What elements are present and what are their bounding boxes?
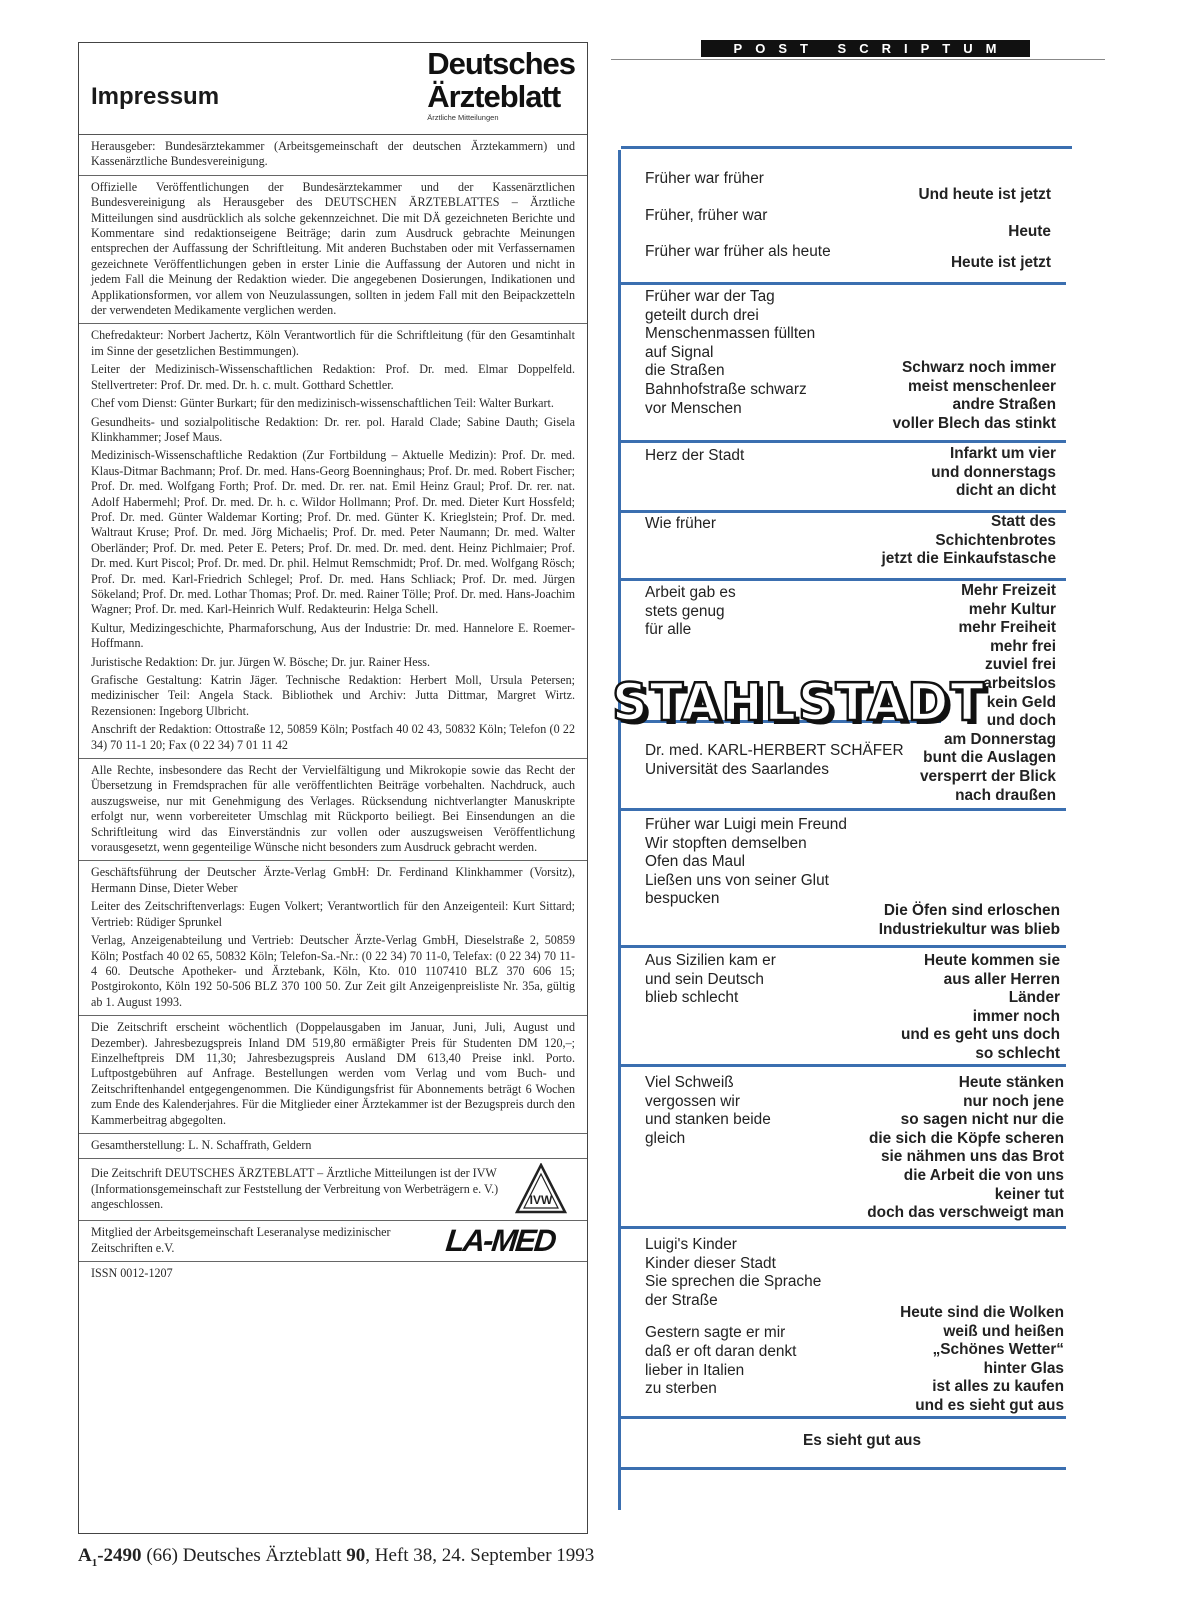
poem-line: Menschenmassen füllten bbox=[645, 325, 816, 343]
poem-line: Ofen das Maul bbox=[645, 853, 746, 871]
poem-line: Arbeit gab es bbox=[645, 584, 736, 601]
lamed-text: Mitglied der Arbeitsgemeinschaft Leseranalyse medizinischer Zeitschriften e.V. bbox=[91, 1225, 391, 1255]
poem-line: Heute kommen sie bbox=[924, 952, 1060, 969]
section-divider bbox=[621, 1416, 1066, 1419]
footer-date: , Heft 38, 24. September 1993 bbox=[365, 1545, 595, 1566]
herstellung-text: Gesamtherstellung: L. N. Schaffrath, Geldern bbox=[91, 1137, 312, 1152]
poem-line: Wie früher bbox=[645, 515, 716, 532]
poem-line: und es sieht gut aus bbox=[915, 1396, 1064, 1414]
section-divider bbox=[621, 282, 1066, 285]
poem-line: Heute bbox=[1008, 222, 1051, 240]
poem-line: für alle bbox=[645, 621, 692, 639]
herausgeber-text: Herausgeber: Bundesärztekammer (Arbeitsgemeinschaft der deutschen Ärztekammern) und Kassenärztliche Bundesvereinigung. bbox=[91, 139, 575, 169]
redaktion-juristisch: Juristische Redaktion: Dr. jur. Jürgen W. Bösche; Dr. jur. Rainer Hess. bbox=[91, 654, 431, 669]
poem-line: Früher war früher als heute bbox=[645, 243, 831, 261]
stanza-1-right bbox=[918, 186, 1051, 273]
poem-line: zu sterben bbox=[645, 1380, 717, 1398]
section-herausgeber bbox=[79, 135, 587, 176]
stanza-8-left bbox=[645, 1074, 771, 1148]
poem-line: Statt des bbox=[991, 513, 1056, 530]
ivw-logo-text: IVW bbox=[529, 1193, 553, 1208]
poem-line: und sein Deutsch bbox=[645, 970, 764, 988]
impressum-box bbox=[78, 42, 588, 1534]
poem-line: ist alles zu kaufen bbox=[932, 1378, 1064, 1396]
poem-line: doch das verschweigt man bbox=[867, 1204, 1064, 1222]
poem-line: Schwarz noch immer bbox=[902, 359, 1056, 376]
stanza-7-right bbox=[901, 952, 1060, 1064]
author-affiliation: Universität des Saarlandes bbox=[645, 760, 829, 778]
stanza-2-right bbox=[893, 359, 1056, 433]
poem-line: nach draußen bbox=[955, 786, 1056, 804]
stanza-5-left bbox=[645, 584, 736, 640]
lamed-logo: LA-MED bbox=[444, 1223, 557, 1259]
poem-line: mehr frei bbox=[990, 637, 1056, 655]
poem-line: Früher war Luigi mein Freund bbox=[645, 816, 847, 833]
poem-line: geteilt durch drei bbox=[645, 306, 759, 324]
section-divider bbox=[621, 1226, 1066, 1229]
section-lamed bbox=[79, 1221, 587, 1262]
poem-line: Heute ist jetzt bbox=[950, 254, 1051, 272]
stanza-6-right bbox=[879, 902, 1060, 939]
poem-line: Luigi's Kinder bbox=[645, 1236, 737, 1253]
poem-line: immer noch bbox=[972, 1007, 1060, 1025]
poem-line: auf Signal bbox=[645, 343, 714, 361]
stanza-1-left bbox=[645, 170, 831, 262]
stanza-7-left bbox=[645, 952, 776, 1008]
stanza-3-left bbox=[645, 447, 744, 466]
redaktion-grafik: Grafische Gestaltung: Katrin Jäger. Technische Redaktion: Herbert Moll, Ursula Petersen; medizinischer Teil: Angela Stack. Bibliothek und Archiv: Jutta Dittmar, Margret Wirtz. Rezensionen: Ingeborg Ulbricht. bbox=[91, 673, 575, 718]
poem-line: und doch bbox=[986, 712, 1056, 730]
post-scriptum-rule bbox=[611, 59, 1105, 60]
section-divider bbox=[621, 1064, 1066, 1067]
redaktion-chef-vom-dienst: Chef vom Dienst: Günter Burkart; für den medizinisch-wissenschaftlichen Teil: Walter Burkart. bbox=[91, 396, 554, 411]
poem-line: voller Blech das stinkt bbox=[892, 414, 1056, 432]
poem-line: sie nähmen uns das Brot bbox=[880, 1148, 1064, 1166]
footer-page-sub: 1 bbox=[91, 1556, 98, 1569]
poem-line: Aus Sizilien kam er bbox=[645, 952, 776, 969]
erscheinen-text: Die Zeitschrift erscheint wöchentlich (Doppelausgaben im Januar, Juni, Juli, August und Dezember). Jahresbezugspreis Inland DM 519,80 ermäßigter Preis für Studenten DM 120,–; Einzelheftpreis DM 11,30; Jahresbezugspreis Ausland DM 613,40 Preise inkl. Porto. Luftpostgebühren auf Anfrage. Bestellungen werden vom Verlag und vom Buch- und Zeitschriftenhandel entgegengenommen. Die Kündigungsfrist für Abonnements beträgt 6 Wochen zum Ende des Kalenderjahres. Für die Mitglieder einer Ärztekammer ist der Bezugspreis durch den Kammerbeitrag abgegolten. bbox=[91, 1020, 575, 1127]
section-issn bbox=[79, 1262, 587, 1286]
section-divider bbox=[621, 578, 1066, 581]
poem-line: Heute sind die Wolken bbox=[900, 1304, 1064, 1321]
verlag-leiter: Leiter des Zeitschriftenverlags: Eugen Volkert; Verantwortlich für den Anzeigenteil: Kurt Sittard; Vertrieb: Rüdiger Sprunkel bbox=[91, 899, 575, 929]
section-divider bbox=[621, 945, 1066, 948]
poem-line: die Straßen bbox=[645, 362, 725, 380]
author-name: Dr. med. KARL-HERBERT SCHÄFER bbox=[645, 742, 904, 759]
offiziell-text: Offizielle Veröffentlichungen der Bundesärztekammer und der Kassenärztlichen Bundesvereinigung als Herausgeber des DEUTSCHEN ÄRZTEBLATTES – Ärztliche Mitteilungen sind ausdrücklich als solche gekennzeichnet. Die mit DÄ gezeichneten Berichte und Kommentare sind redaktionseigene Beiträge; darin zum Ausdruck gebrachte Meinungen entsprechen der Auffassung der Schriftleitung. Mit anderen Buchstaben oder mit Verfassernamen gezeichnete Veröffentlichungen geben in erster Linie die Auffassung der Autoren und nicht in jedem Fall die Meinung der Redaktion wieder. Die angegebenen Dosierungen, Indikationen und Applikationsformen, vor allem von Neuzulassungen, sollten in jedem Fall mit den Beipackzetteln der verwendeten Medikamente verglichen werden. bbox=[91, 179, 575, 318]
poem-line: Früher war der Tag bbox=[645, 288, 775, 305]
poem-line: kein Geld bbox=[986, 693, 1056, 711]
stanza-4-right bbox=[882, 513, 1056, 569]
poem-line: meist menschenleer bbox=[908, 377, 1056, 395]
poem-line: Wir stopften demselben bbox=[645, 834, 807, 852]
poem-line: stets genug bbox=[645, 602, 725, 620]
poem-line: zuviel frei bbox=[985, 656, 1056, 674]
footer-issue-text: (66) Deutsches Ärzteblatt bbox=[141, 1545, 347, 1566]
page-footer bbox=[78, 1545, 594, 1569]
poem-line: mehr Kultur bbox=[968, 600, 1056, 618]
poem-line: und donnerstags bbox=[931, 463, 1056, 481]
section-erscheinen bbox=[79, 1016, 587, 1134]
footer-page-number: -2490 bbox=[97, 1545, 142, 1566]
stanza-6-left bbox=[645, 816, 847, 909]
poem-line: mehr Freiheit bbox=[958, 619, 1056, 637]
stanza-4-left bbox=[645, 515, 716, 534]
poem-line: „Schönes Wetter“ bbox=[932, 1341, 1064, 1359]
poem-line: vergossen wir bbox=[645, 1092, 740, 1110]
poem-line: Ließen uns von seiner Glut bbox=[645, 871, 829, 889]
author-block bbox=[645, 742, 904, 779]
section-redaktion bbox=[79, 324, 587, 759]
poem-line: aus aller Herren bbox=[943, 970, 1060, 988]
poem-line: bunt die Auslagen bbox=[923, 749, 1056, 767]
poem-line: arbeitslos bbox=[983, 674, 1056, 692]
stanza-9-left bbox=[645, 1236, 821, 1399]
section-rechte bbox=[79, 759, 587, 861]
closing-line: Es sieht gut aus bbox=[803, 1432, 922, 1449]
poem-line: blieb schlecht bbox=[645, 989, 739, 1007]
poem-line: andre Straßen bbox=[952, 396, 1056, 414]
stanza-9-right bbox=[900, 1304, 1064, 1416]
redaktion-medizinisch: Medizinisch-Wissenschaftliche Redaktion (Zur Fortbildung – Aktuelle Medizin): Prof. Dr. med. Klaus-Ditmar Bachmann; Prof. Dr. med. Hans-Georg Boenninghaus; Prof. Dr. med. Robert Fischer; Prof. Dr. med. Wolfgang Forth; Prof. Dr. med. Dr. rer. nat. Emil Heinz Graul; Prof. Dr. rer. nat. Adolf Habermehl; Prof. Dr. med. Dr. h. c. Wildor Hollmann; Prof. Dr. med. Dieter Kurt Hossfeld; Prof. Dr. med. Günter Waldemar Korting; Prof. Dr. med. Günter K. Krieglstein; Prof. Dr. med. Waltraut Kruse; Prof. Dr. med. Jörg Michaelis; Prof. Dr. med. Peter Naumann; Dr. med. Walter Oberländer; Prof. Dr. med. Peter E. Peters; Prof. Dr. med. Dr. med. dent. Heinz Pichlmaier; Prof. Dr. med. Kurt Piscol; Prof. Dr. med. Dr. phil. Helmut Remschmidt; Prof. Dr. med. Wolfgang Rösch; Prof. Dr. med. Karl-Friedrich Schlegel; Prof. Dr. med. Hans Schliack; Prof. Dr. med. Jürgen Sökeland; Prof. Dr. med. Lothar Thomas; Prof. Dr. med. Rainer Tölle; Prof. Dr. med. Hans-Joachim Wagner; Prof. Dr. med. Karl-Heinrich Wulf. Redakteurin: Helga Schell. bbox=[91, 448, 575, 617]
poem-line: Heute stänken bbox=[958, 1074, 1064, 1091]
logo-line-aerzteblatt: Ärzteblatt bbox=[427, 79, 561, 114]
poem-line: Und heute ist jetzt bbox=[918, 186, 1051, 203]
section-ivw bbox=[79, 1159, 587, 1221]
poem-line: am Donnerstag bbox=[943, 730, 1056, 748]
ivw-text: Die Zeitschrift DEUTSCHES ÄRZTEBLATT – Ärztliche Mitteilungen ist der IVW (Informationsgemeinschaft zur Feststellung der Verbreitung von Werbeträgern e. V.) angeschlossen. bbox=[91, 1166, 499, 1212]
impressum-header bbox=[79, 43, 587, 135]
poem-line: Gestern sagte er mir bbox=[645, 1324, 786, 1342]
poem-line: so schlecht bbox=[975, 1044, 1060, 1062]
footer-volume: 90 bbox=[346, 1545, 366, 1566]
poem-line: Mehr Freizeit bbox=[961, 582, 1056, 599]
poem-line: Früher, früher war bbox=[645, 206, 768, 224]
section-divider bbox=[621, 1467, 1066, 1470]
redaktion-chefredakteur: Chefredakteur: Norbert Jachertz, Köln Verantwortlich für die Schriftleitung (für den Gesamtinhalt im Sinne der gesetzlichen Bestimmungen). bbox=[91, 328, 575, 358]
section-divider bbox=[621, 808, 1066, 811]
poem-line: Kinder dieser Stadt bbox=[645, 1254, 776, 1272]
section-divider bbox=[621, 146, 1072, 149]
poem-line: Herz der Stadt bbox=[645, 447, 745, 464]
section-offizielle-veroeffentlichungen bbox=[79, 176, 587, 325]
poem-line: Länder bbox=[1008, 989, 1060, 1007]
poem-line: dicht an dicht bbox=[955, 482, 1056, 500]
impressum-title: Impressum bbox=[91, 83, 220, 110]
poem-line: Bahnhofstraße schwarz bbox=[645, 380, 807, 398]
poem-line: die sich die Köpfe scheren bbox=[868, 1129, 1064, 1147]
stanza-8-right bbox=[867, 1074, 1064, 1223]
post-scriptum-banner: POST SCRIPTUM bbox=[701, 40, 1030, 57]
poem-line: Früher war früher bbox=[645, 170, 764, 187]
poem-line: jetzt die Einkaufstasche bbox=[881, 550, 1056, 568]
poem-line: hinter Glas bbox=[983, 1359, 1064, 1377]
poem-line: nur noch jene bbox=[963, 1092, 1064, 1110]
poem-line: vor Menschen bbox=[645, 399, 742, 417]
stanza-3-right bbox=[931, 445, 1056, 501]
poem-line: Sie sprechen die Sprache bbox=[645, 1273, 822, 1291]
redaktion-leiter: Leiter der Medizinisch-Wissenschaftlichen Redaktion: Prof. Dr. med. Elmar Doppelfeld. Stellvertreter: Prof. Dr. med. Dr. h. c. mult. Gotthard Schettler. bbox=[91, 362, 575, 392]
poem-line: gleich bbox=[645, 1129, 686, 1147]
poem-line: keiner tut bbox=[994, 1185, 1064, 1203]
poem-line: Infarkt um vier bbox=[949, 445, 1056, 462]
stahlstadt-logo: STAHLSTADT bbox=[612, 673, 986, 733]
logo-subtitle: Ärztliche Mitteilungen bbox=[427, 113, 499, 122]
poem-line: Die Öfen sind erloschen bbox=[883, 902, 1060, 919]
stanza-2-left bbox=[645, 288, 815, 418]
poem-line: weiß und heißen bbox=[943, 1322, 1064, 1340]
ivw-triangle-icon bbox=[515, 1163, 567, 1215]
issn-text: ISSN 0012-1207 bbox=[91, 1266, 173, 1281]
poem-line: Viel Schweiß bbox=[645, 1074, 734, 1091]
poem-line: die Arbeit die von uns bbox=[903, 1166, 1064, 1184]
poem-line: lieber in Italien bbox=[645, 1361, 745, 1379]
redaktion-kultur: Kultur, Medizingeschichte, Pharmaforschung, Aus der Industrie: Dr. med. Hannelore E. Roemer-Hoffmann. bbox=[91, 620, 575, 651]
poem-stahlstadt bbox=[618, 150, 1106, 1510]
footer-page-prefix: A bbox=[78, 1545, 92, 1566]
rechte-text: Alle Rechte, insbesondere das Recht der Vervielfältigung und Mikrokopie sowie das Recht der Übersetzung in Fremdsprachen für alle veröffentlichten Beiträge vorbehalten. Nachdruck, auch auszugsweise, nur mit Genehmigung des Verlages. Rücksendung nichtverlangter Manuskripte erfolgt nur, wenn vorbereiteter Umschlag mit Rückporto beiliegt. Bei Einsendungen an die Schriftleitung wird das Einverständnis zur vollen oder auszugsweisen Veröffentlichung vorausgesetzt, wenn gegenteilige Wünsche nicht besonders zum Ausdruck gebracht werden. bbox=[91, 763, 575, 855]
poem-line: Industriekultur was blieb bbox=[878, 920, 1060, 938]
section-verlag bbox=[79, 861, 587, 1016]
verlag-anschrift: Verlag, Anzeigenabteilung und Vertrieb: Deutscher Ärzte-Verlag GmbH, Dieselstraße 2, 50859 Köln; Postfach 40 02 65, 50832 Köln; Telefon-Sa.-Nr.: (0 22 34) 70 11-0, Telefax: (0 22 34) 70 11-4 60. Deutsche Apotheker- und Ärztebank, Köln, Kto. 010 1107410 BLZ 370 606 15; Postgirokonto, Köln 192 50-506 BLZ 370 100 50. Zur Zeit gilt Anzeigenpreisliste Nr. 35a, gültig ab 1. August 1993. bbox=[91, 933, 575, 1009]
verlag-geschaeftsfuehrung: Geschäftsführung der Deutscher Ärzte-Verlag GmbH: Dr. Ferdinand Klinkhammer (Vorsitz), Hermann Dinse, Dieter Weber bbox=[91, 865, 575, 895]
poem-line: und es geht uns doch bbox=[900, 1026, 1060, 1044]
logo-line-deutsches: Deutsches bbox=[427, 46, 575, 81]
poem-line: so sagen nicht nur die bbox=[900, 1111, 1064, 1129]
section-divider bbox=[621, 440, 1066, 443]
poem-line: der Straße bbox=[645, 1291, 718, 1309]
poem-line: Schichtenbrotes bbox=[935, 531, 1056, 549]
poem-line: versperrt der Blick bbox=[919, 767, 1056, 785]
redaktion-sozialpolitik: Gesundheits- und sozialpolitische Redaktion: Dr. rer. pol. Harald Clade; Sabine Dauth; Gisela Klinkhammer; Josef Maus. bbox=[91, 414, 575, 444]
poem-line: daß er oft daran denkt bbox=[645, 1342, 797, 1360]
poem-line: und stanken beide bbox=[645, 1111, 771, 1129]
aerzteblatt-logo bbox=[427, 47, 575, 122]
redaktion-anschrift: Anschrift der Redaktion: Ottostraße 12, 50859 Köln; Postfach 40 02 43, 50832 Köln; Telefon (0 22 34) 70 11-1 20; Fax (0 22 34) 7 01 11 42 bbox=[91, 722, 575, 752]
section-herstellung bbox=[79, 1134, 587, 1159]
poem-line: bespucken bbox=[645, 890, 720, 908]
